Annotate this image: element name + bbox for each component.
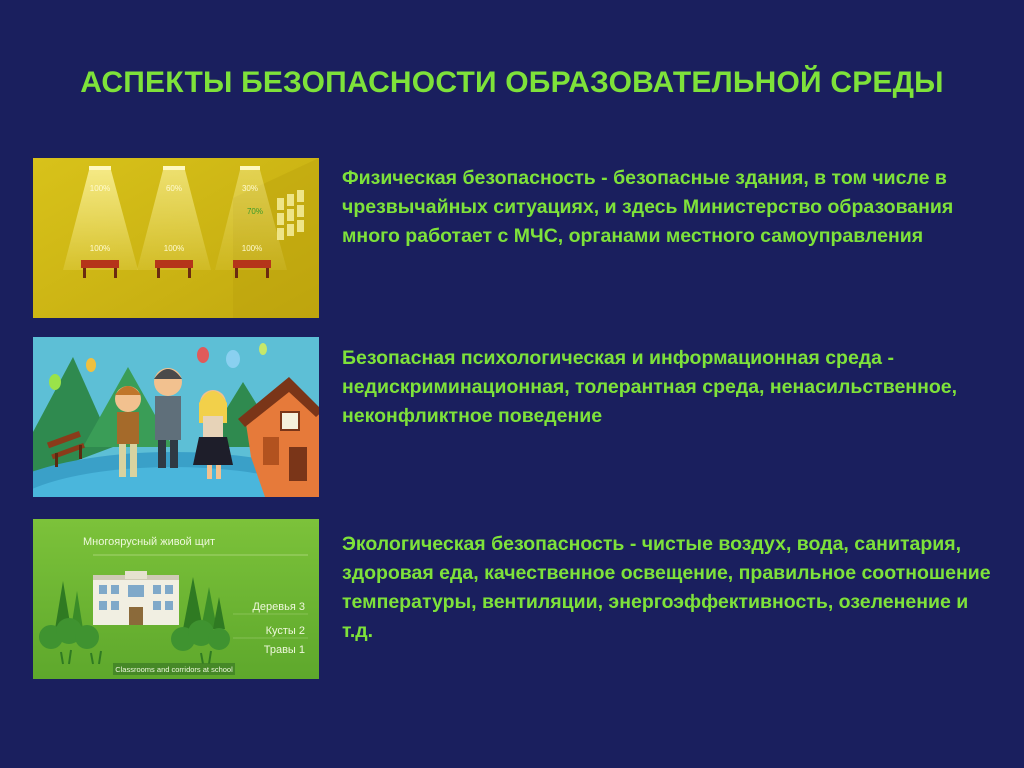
physical-safety-image — [33, 158, 319, 318]
lamp-2-label: 60% — [165, 184, 183, 193]
lamp-2-icon — [163, 166, 185, 170]
school-building-icon — [93, 571, 179, 625]
tier-grass-label: Травы 1 — [263, 644, 305, 656]
ecological-safety-text: Экологическая безопасность - чистые воздух, вода, санитария, здоровая еда, качественное освещение, правильное соотношение температуры, вентиляции, энергоэффективность, озеленение и т.д. — [342, 533, 991, 642]
lamp-3-label: 30% — [241, 184, 259, 193]
bench-2-label: 100% — [163, 244, 185, 253]
image-caption: Classrooms and corridors at school — [115, 665, 233, 674]
slide-title: АСПЕКТЫ БЕЗОПАСНОСТИ ОБРАЗОВАТЕЛЬНОЙ СРЕДЫ — [80, 66, 944, 99]
tier-bushes-label: Кусты 2 — [265, 625, 305, 637]
lamp-1-icon — [89, 166, 111, 170]
shield-heading: Многоярусный живой щит — [83, 536, 216, 548]
window-label: 70% — [246, 207, 264, 216]
tier-trees-label: Деревья 3 — [252, 601, 305, 613]
bench-1-label: 100% — [89, 244, 111, 253]
physical-safety-text: Физическая безопасность - безопасные здания, в том числе в чрезвычайных ситуациях, и здесь Министерство образования много работает с МЧС, органами местного самоуправления — [342, 167, 954, 247]
psychological-safety-text: Безопасная психологическая и информационная среда - недискриминационная, толерантная среда, ненасильственное, неконфликтное поведение — [342, 347, 958, 427]
lamp-3-icon — [240, 166, 260, 170]
lamp-1-label: 100% — [89, 184, 111, 193]
psychological-safety-image — [33, 337, 319, 497]
ecological-safety-image — [33, 519, 319, 679]
bench-3-label: 100% — [241, 244, 263, 253]
